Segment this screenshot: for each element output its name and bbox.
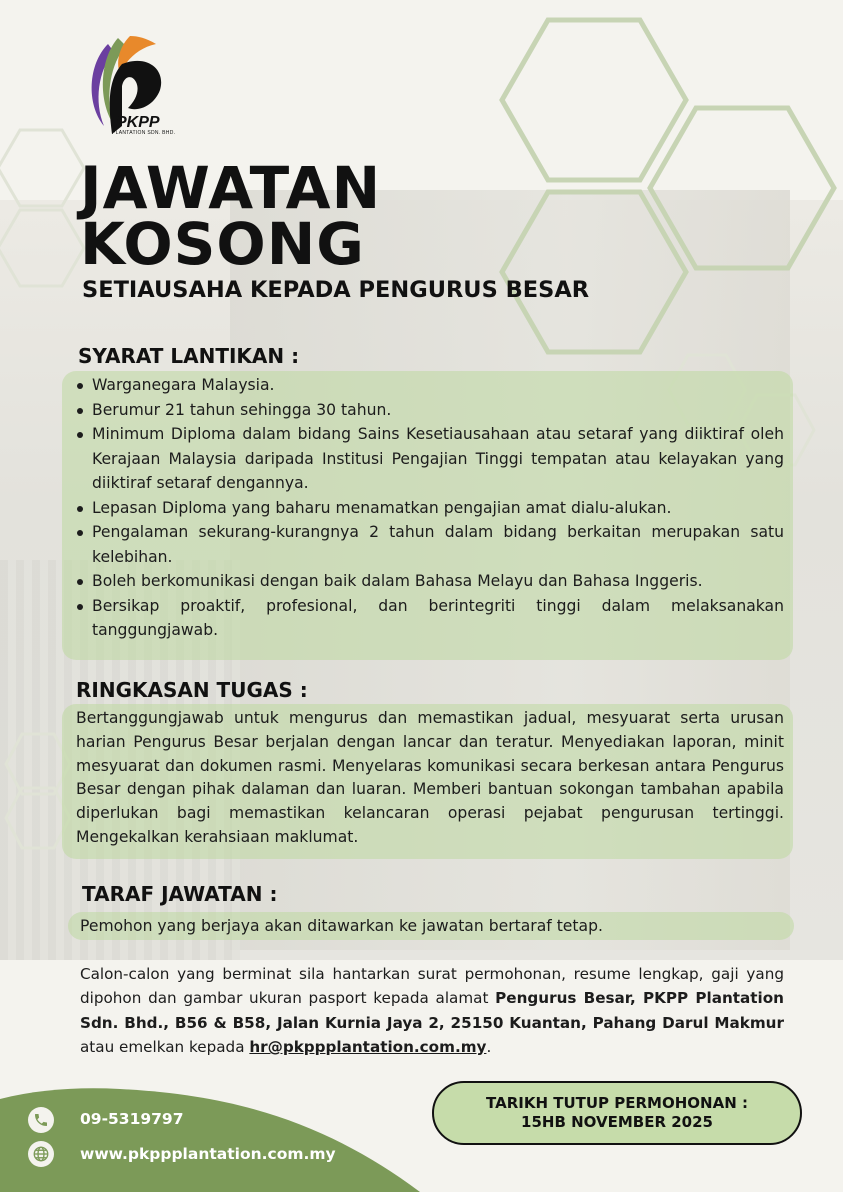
phone-number[interactable]: 09-5319797: [80, 1110, 184, 1128]
application-intro: Calon-calon yang berminat sila hantarkan surat permohonan, resume lengkap, gaji yang dipohon dan gambar ukuran pasport kepada alamat: [80, 965, 784, 1008]
deadline-box: [432, 1081, 802, 1145]
deadline-date: 15HB NOVEMBER 2025: [521, 1113, 713, 1131]
duties-text: Bertanggungjawab untuk mengurus dan memastikan jadual, mesyuarat serta urusan harian Pengurus Besar berjalan dengan lancar dan teratur. Menyediakan laporan, minit mesyuarat dan dokumen rasmi. Menyelaras komunikasi secara berkesan antara Pengurus Besar dengan pihak dalaman dan luaran. Memberi bantuan sokongan tambahan apabila diperlukan bagi memastikan kelancaran operasi pejabat pengurusan tertinggi. Mengekalkan kerahsiaan maklumat.: [76, 709, 784, 846]
list-item: Boleh berkomunikasi dengan baik dalam Bahasa Melayu dan Bahasa Inggeris.: [72, 569, 784, 594]
position-title: SETIAUSAHA KEPADA PENGURUS BESAR: [82, 277, 590, 303]
title-line-2: KOSONG: [80, 210, 365, 278]
email-link[interactable]: hr@pkppplantation.com.my: [249, 1038, 487, 1057]
list-item: Lepasan Diploma yang baharu menamatkan pengajian amat dialu-alukan.: [72, 496, 784, 521]
requirements-list: [72, 373, 784, 643]
pkpp-logo: [78, 34, 170, 154]
deadline-label: TARIKH TUTUP PERMOHONAN :: [486, 1094, 748, 1112]
status-heading: TARAF JAWATAN :: [82, 882, 278, 906]
logo-subtext: PLANTATION SDN. BHD.: [112, 130, 176, 136]
duties-heading: RINGKASAN TUGAS :: [76, 678, 308, 702]
phone-icon: [28, 1107, 54, 1133]
website-link[interactable]: www.pkppplantation.com.my: [80, 1145, 336, 1163]
title-line-1: JAWATAN: [80, 154, 382, 222]
list-item: Minimum Diploma dalam bidang Sains Kesetiausahaan atau setaraf yang diiktiraf oleh Kerajaan Malaysia daripada Institusi Pengajian Tinggi tempatan atau kelayakan yang diiktiraf setaraf dengannya.: [72, 422, 784, 496]
list-item: Pengalaman sekurang-kurangnya 2 tahun dalam bidang berkaitan merupakan satu kelebihan.: [72, 520, 784, 569]
list-item: Bersikap proaktif, profesional, dan berintegriti tinggi dalam melaksanakan tanggungjawab.: [72, 594, 784, 643]
logo-text: PKPP: [116, 114, 160, 131]
list-item: Warganegara Malaysia.: [72, 373, 784, 398]
application-text: [80, 962, 784, 1060]
status-text: Pemohon yang berjaya akan ditawarkan ke jawatan bertaraf tetap.: [80, 917, 603, 935]
list-item: Berumur 21 tahun sehingga 30 tahun.: [72, 398, 784, 423]
application-or-email: atau emelkan kepada: [80, 1038, 250, 1057]
application-address: Pengurus Besar, PKPP Plantation Sdn. Bhd., B56 & B58, Jalan Kurnia Jaya 2, 25150 Kuantan, Pahang Darul Makmur: [80, 989, 784, 1032]
globe-icon: [28, 1141, 54, 1167]
requirements-heading: SYARAT LANTIKAN :: [78, 344, 300, 368]
application-end: .: [486, 1038, 492, 1057]
